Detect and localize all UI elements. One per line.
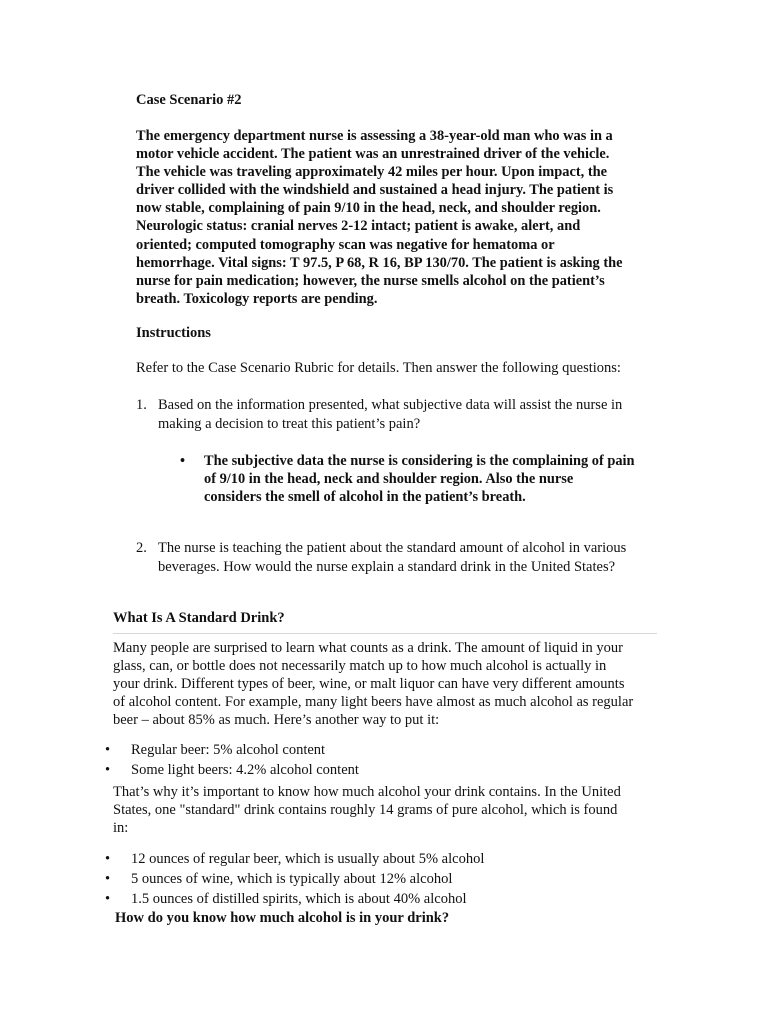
paragraph-line: States, one "standard" drink contains roughly 14 grams of pure alcohol, which is found xyxy=(113,802,618,818)
scenario-line: motor vehicle accident. The patient was an unrestrained driver of the vehicle. xyxy=(136,146,610,163)
list-item-text: Some light beers: 4.2% alcohol content xyxy=(131,762,359,778)
list-item xyxy=(105,889,484,909)
paragraph-line: in: xyxy=(113,820,129,836)
list-item-text: 1.5 ounces of distilled spirits, which is about 40% alcohol xyxy=(131,891,467,907)
scenario-line: The vehicle was traveling approximately 42 miles per hour. Upon impact, the xyxy=(136,164,608,181)
bullet-icon: • xyxy=(105,891,111,907)
answer-line: The subjective data the nurse is considering is the complaining of pain xyxy=(204,453,635,469)
final-question: How do you know how much alcohol is in your drink? xyxy=(115,910,450,926)
list-item xyxy=(105,869,484,889)
bullet-icon: • xyxy=(105,871,111,887)
scenario-line: The emergency department nurse is assessing a 38-year-old man who was in a xyxy=(136,128,613,144)
paragraph-line: of alcohol content. For example, many light beers have almost as much alcohol as regular xyxy=(113,694,634,710)
question-1-text xyxy=(158,396,676,434)
question-line: The nurse is teaching the patient about the standard amount of alcohol in various xyxy=(158,540,627,556)
bullet-icon: • xyxy=(105,762,111,778)
scenario-line: oriented; computed tomography scan was negative for hematoma or xyxy=(136,236,555,253)
standard-drink-list xyxy=(105,849,484,909)
question-line: Based on the information presented, what subjective data will assist the nurse in xyxy=(158,397,623,413)
list-item xyxy=(105,849,484,869)
standard-drink-heading: What Is A Standard Drink? xyxy=(113,610,285,626)
paragraph-line: Many people are surprised to learn what counts as a drink. The amount of liquid in your xyxy=(113,640,623,656)
question-2-text xyxy=(158,539,676,577)
list-item xyxy=(105,740,359,760)
scenario-line: driver collided with the windshield and sustained a head injury. The patient is xyxy=(136,182,614,199)
beer-alcohol-list xyxy=(105,740,359,780)
question-1 xyxy=(136,396,676,434)
list-item-text: Regular beer: 5% alcohol content xyxy=(131,742,326,758)
scenario-line: Neurologic status: cranial nerves 2-12 intact; patient is awake, alert, and xyxy=(136,218,581,235)
answer-1-text xyxy=(204,452,670,506)
question-line: beverages. How would the nurse explain a standard drink in the United States? xyxy=(158,559,616,575)
standard-drink-paragraph-2 xyxy=(113,783,673,837)
paragraph-line: beer – about 85% as much. Here’s another way to put it: xyxy=(113,712,440,728)
standard-drink-paragraph-1 xyxy=(113,639,673,729)
answer-line: of 9/10 in the head, neck and shoulder region. Also the nurse xyxy=(204,471,574,488)
list-item-text: 12 ounces of regular beer, which is usually about 5% alcohol xyxy=(131,851,485,867)
paragraph-line: your drink. Different types of beer, wine, or malt liquor can have very different amounts xyxy=(113,676,625,692)
scenario-line: hemorrhage. Vital signs: T 97.5, P 68, R 16, BP 130/70. The patient is asking the xyxy=(136,254,623,271)
question-line: making a decision to treat this patient’s pain? xyxy=(158,416,421,432)
paragraph-line: glass, can, or bottle does not necessarily match up to how much alcohol is actually in xyxy=(113,658,607,674)
section-divider xyxy=(113,633,657,634)
scenario-line: nurse for pain medication; however, the nurse smells alcohol on the patient’s xyxy=(136,272,605,289)
paragraph-line: That’s why it’s important to know how much alcohol your drink contains. In the United xyxy=(113,784,621,800)
question-2 xyxy=(136,539,676,577)
bullet-icon: • xyxy=(105,742,111,758)
case-title: Case Scenario #2 xyxy=(136,92,242,108)
scenario-paragraph xyxy=(136,127,656,308)
bullet-icon: • xyxy=(105,851,111,867)
instructions-text: Refer to the Case Scenario Rubric for details. Then answer the following questions: xyxy=(136,360,621,376)
scenario-line: now stable, complaining of pain 9/10 in the head, neck, and shoulder region. xyxy=(136,200,601,217)
answer-line: considers the smell of alcohol in the patient’s breath. xyxy=(204,489,526,506)
bullet-icon: • xyxy=(180,453,186,469)
scenario-line: breath. Toxicology reports are pending. xyxy=(136,290,378,307)
answer-1 xyxy=(180,452,670,506)
list-item xyxy=(105,760,359,780)
question-1-number: 1. xyxy=(136,397,147,413)
list-item-text: 5 ounces of wine, which is typically about 12% alcohol xyxy=(131,871,453,887)
question-2-number: 2. xyxy=(136,540,147,556)
instructions-heading: Instructions xyxy=(136,325,211,341)
